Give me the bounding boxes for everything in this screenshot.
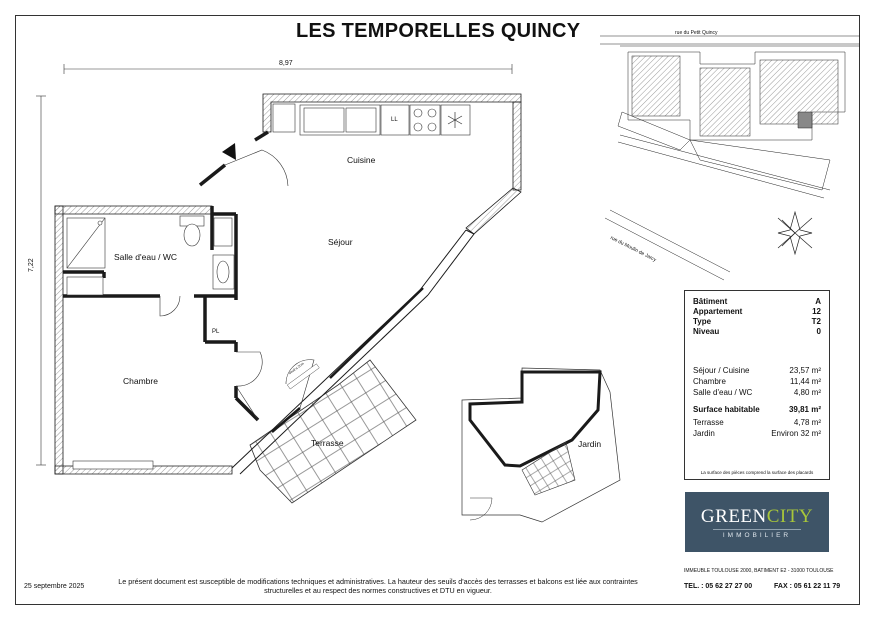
entrance-arrow <box>222 143 236 160</box>
surface-row: Séjour / Cuisine 23,57 m² <box>693 366 821 375</box>
info-batiment: Bâtiment A <box>693 297 821 306</box>
fixture-label-ll: LL <box>391 117 398 123</box>
street-label-1: rue du Petit Quincy <box>675 30 718 36</box>
interior-walls <box>63 132 268 420</box>
fixture-label-pl: PL <box>212 329 220 335</box>
threshold-label: seuil ≤ 2cm <box>288 361 305 376</box>
surface-row: Chambre 11,44 m² <box>693 377 821 386</box>
exterior-row: Jardin Environ 32 m² <box>693 429 821 438</box>
apartment-info-box <box>684 290 830 480</box>
room-label-terrasse: Terrasse <box>311 438 344 448</box>
situation-map <box>600 36 860 280</box>
logo-text-green: GREEN <box>700 506 767 527</box>
surface-note: La surface des pièces comprend la surface des placards <box>700 470 814 475</box>
compass-rose-icon <box>778 212 812 254</box>
info-appartement: Appartement 12 <box>693 307 821 316</box>
surface-row: Salle d'eau / WC 4,80 m² <box>693 388 821 397</box>
dimension-width-label: 8,97 <box>279 60 293 67</box>
room-label-jardin: Jardin <box>578 439 602 449</box>
room-label-cuisine: Cuisine <box>347 155 376 165</box>
kitchen-counter <box>273 104 470 135</box>
surface-habitable-row: Surface habitable 39,81 m² <box>693 405 821 414</box>
room-label-chambre: Chambre <box>123 376 158 386</box>
room-label-sejour: Séjour <box>328 237 353 247</box>
exterior-row: Terrasse 4,78 m² <box>693 418 821 427</box>
info-niveau: Niveau 0 <box>693 327 821 336</box>
document-date: 25 septembre 2025 <box>24 583 85 590</box>
terrace-area <box>250 360 416 503</box>
phone-number: TEL. : 05 62 27 27 00 <box>684 583 753 590</box>
greencity-logo <box>685 492 829 552</box>
info-type: Type T2 <box>693 317 821 326</box>
dimension-height <box>36 96 46 465</box>
fax-number: FAX : 05 61 22 11 79 <box>774 583 841 590</box>
contact-line <box>684 583 840 590</box>
dimension-height-label: 7,22 <box>28 258 35 272</box>
disclaimer-text: Le présent document est susceptible de modifications techniques et administratives. La hauteur des seuils d'accès des terrasses et balcons est liée aux contraintes structurelles et au respect des normes constructives et DTU en vigueur. <box>118 577 638 595</box>
logo-subtitle: IMMOBILIER <box>722 532 792 539</box>
company-address: IMMEUBLE TOULOUSE 2000, BATIMENT E2 - 31000 TOULOUSE <box>684 568 834 574</box>
logo-text-city: CITY <box>766 506 814 527</box>
street-label-2: rue du Moulin de Jarcy <box>609 235 658 264</box>
page-title: LES TEMPORELLES QUINCY <box>296 20 581 42</box>
room-label-salle-eau: Salle d'eau / WC <box>114 252 178 262</box>
